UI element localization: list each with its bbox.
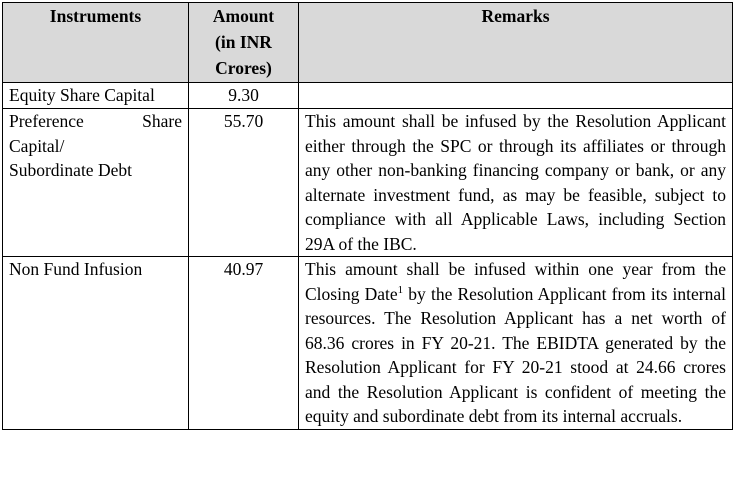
remarks-cell [299, 83, 733, 109]
header-remarks [299, 3, 733, 83]
header-amount-line-2: (in INR [215, 32, 272, 52]
instrument-cell [3, 257, 189, 430]
instruments-table [2, 2, 733, 430]
instrument-label-line-2: Capital/ [9, 135, 65, 156]
remarks-text-part-2: by the Resolution Applicant from its internal resources. The Resolution Applicant has a net worth of 68.36 crores in FY 20-21. The EBIDTA generated by the Resolution Applicant for FY 20-21 stood at 24.66 crores and the Resolution Applicant is confident of meeting the equity and subordinate debt from its internal accruals. [305, 283, 726, 426]
table-header [3, 3, 733, 83]
header-remarks-label: Remarks [481, 6, 550, 26]
instrument-label: Non Fund Infusion [9, 259, 143, 279]
remarks-text-part-1: This amount shall be infused within one year from the Closing Date [305, 259, 726, 304]
header-amount-line-3: Crores) [215, 58, 272, 78]
header-amount [189, 3, 299, 83]
table-row [3, 83, 733, 109]
header-row [3, 3, 733, 83]
header-instruments-label: Instruments [49, 6, 142, 26]
remarks-cell [299, 109, 733, 257]
amount-cell [189, 109, 299, 257]
amount-cell [189, 83, 299, 109]
footnote-marker: 1 [397, 283, 404, 296]
amount-value: 55.70 [223, 111, 264, 131]
instrument-label: Equity Share Capital [9, 85, 155, 105]
instrument-label-line-3: Subordinate Debt [9, 160, 132, 180]
instrument-cell [3, 109, 189, 257]
amount-value: 40.97 [223, 259, 264, 279]
remarks-text: This amount shall be infused by the Resolution Applicant either through the SPC or through its affiliates or through any other non-banking financing company or bank, or any alternate investment fund, as may be feasible, subject to compliance with all Applicable Laws, including Section 29A of the IBC. [305, 111, 726, 254]
amount-cell [189, 257, 299, 430]
header-amount-line-1: Amount [212, 6, 275, 26]
table-body [3, 83, 733, 430]
amount-value: 9.30 [228, 85, 259, 105]
remarks-cell [299, 257, 733, 430]
instrument-label-line-1: Preference Share [9, 111, 182, 131]
table-row [3, 109, 733, 257]
table-row [3, 257, 733, 430]
header-instruments [3, 3, 189, 83]
instrument-cell [3, 83, 189, 109]
